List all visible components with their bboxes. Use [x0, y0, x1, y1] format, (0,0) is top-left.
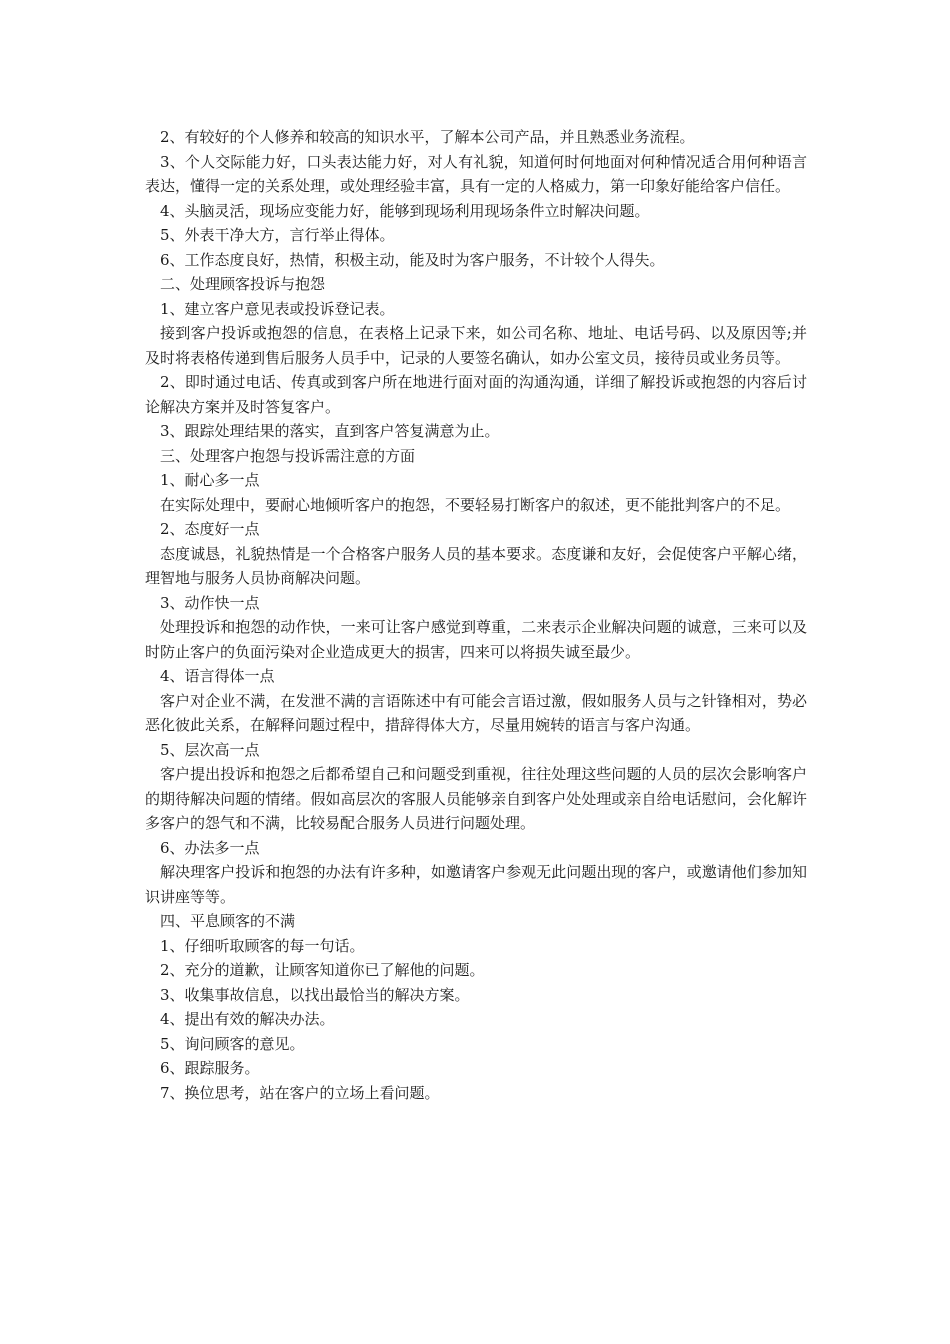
paragraph: 6、工作态度良好，热情，积极主动，能及时为客户服务，不计较个人得失。	[160, 250, 665, 269]
sub-heading: 4、语言得体一点	[160, 667, 275, 685]
paragraph: 客户提出投诉和抱怨之后都希望自己和问题受到重视，往往处理这些问题的人员的层次会影响客户的期待解决问题的情绪。假如高层次的客服人员能够亲自到客户处处理或亲自给电话慰问，会化解许多客户的怨气和不满，比较易配合服务人员进行问题处理。	[145, 765, 807, 832]
section-heading: 二、处理顾客投诉与抱怨	[160, 275, 326, 293]
sub-heading: 6、办法多一点	[160, 838, 260, 857]
paragraph: 4、头脑灵活，现场应变能力好，能够到现场利用现场条件立时解决问题。	[160, 201, 650, 220]
section-heading: 三、处理客户抱怨与投诉需注意的方面	[160, 446, 416, 465]
list-item: 5、询问顾客的意见。	[160, 1034, 305, 1053]
paragraph: 1、建立客户意见表或投诉登记表。	[160, 299, 395, 318]
paragraph: 2、有较好的个人修养和较高的知识水平，了解本公司产品，并且熟悉业务流程。	[160, 128, 695, 146]
list-item: 1、仔细听取顾客的每一句话。	[160, 936, 365, 955]
list-item: 2、充分的道歉，让顾客知道你已了解他的问题。	[160, 961, 485, 979]
list-item: 7、换位思考，站在客户的立场上看问题。	[160, 1083, 440, 1102]
paragraph: 态度诚恳，礼貌热情是一个合格客户服务人员的基本要求。态度谦和友好，会促使客户平解心绪，理智地与服务人员协商解决问题。	[145, 544, 807, 587]
list-item: 4、提出有效的解决办法。	[160, 1010, 335, 1028]
sub-heading: 2、态度好一点	[160, 520, 260, 538]
paragraph: 处理投诉和抱怨的动作快，一来可让客户感觉到尊重，二来表示企业解决问题的诚意，三来可以及时防止客户的负面污染对企业造成更大的损害，四来可以将损失诚至最少。	[145, 618, 807, 661]
paragraph: 客户对企业不满，在发泄不满的言语陈述中有可能会言语过激，假如服务人员与之针锋相对，势必恶化彼此关系，在解释问题过程中，措辞得体大方，尽量用婉转的语言与客户沟通。	[145, 691, 807, 734]
sub-heading: 1、耐心多一点	[160, 471, 260, 489]
list-item: 3、收集事故信息，以找出最恰当的解决方案。	[160, 985, 470, 1004]
paragraph: 3、个人交际能力好，口头表达能力好，对人有礼貌，知道何时何地面对何种情况适合用何种语言表达，懂得一定的关系处理，或处理经验丰富，具有一定的人格威力，第一印象好能给客户信任。	[145, 152, 807, 195]
paragraph: 在实际处理中，要耐心地倾听客户的抱怨，不要轻易打断客户的叙述，更不能批判客户的不足。	[160, 495, 791, 514]
sub-heading: 3、动作快一点	[160, 593, 260, 612]
section-heading: 四、平息顾客的不满	[160, 912, 296, 930]
document-body	[145, 125, 807, 1105]
list-item: 6、跟踪服务。	[160, 1059, 260, 1077]
paragraph: 解决理客户投诉和抱怨的办法有许多种，如邀请客户参观无此问题出现的客户，或邀请他们参加知识讲座等等。	[145, 863, 807, 906]
sub-heading: 5、层次高一点	[160, 740, 260, 759]
paragraph: 5、外表干净大方，言行举止得体。	[160, 226, 395, 244]
paragraph: 2、即时通过电话、传真或到客户所在地进行面对面的沟通沟通，详细了解投诉或抱怨的内容后讨论解决方案并及时答复客户。	[145, 373, 807, 416]
paragraph: 3、跟踪处理结果的落实，直到客户答复满意为止。	[160, 422, 500, 440]
paragraph: 接到客户投诉或抱怨的信息，在表格上记录下来，如公司名称、地址、电话号码、以及原因等;并及时将表格传递到售后服务人员手中，记录的人要签名确认，如办公室文员，接待员或业务员等。	[145, 324, 807, 367]
